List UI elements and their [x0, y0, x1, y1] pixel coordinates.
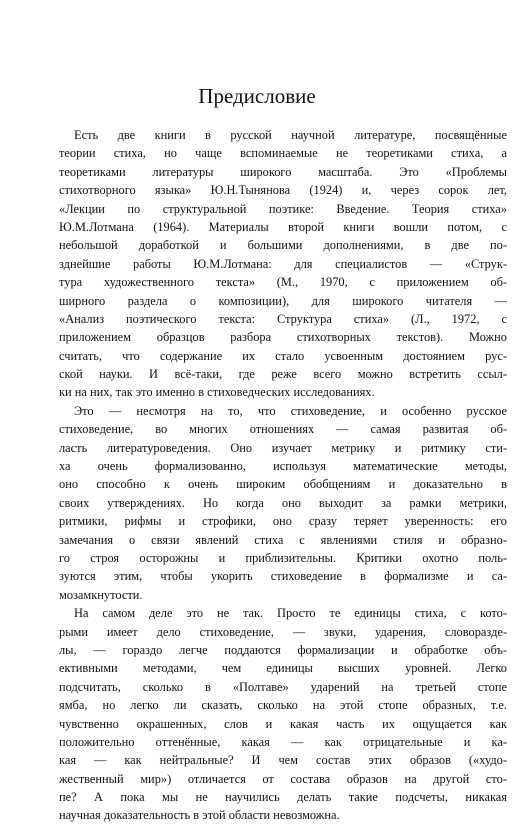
text-line: теоретиками литературы широкого масштаба. Это «Проблемы — [59, 164, 507, 179]
text-line: «Лекции по структуральной поэтике: Введение. Теория стиха» — [59, 201, 507, 216]
text-line: научная доказательность в этой области невозможна. — [59, 808, 340, 823]
text-line: ритмики, рифмы и строфики, оно сразу теряет уверенность: его — [59, 514, 507, 529]
text-line: Ю.М.Лотмана (1964). Материалы второй книги вошли потом, с — [59, 219, 507, 234]
text-line: зуются этим, чтобы укорить стиховедение в формализме и са- — [59, 569, 507, 584]
text-line: ширного раздела о композиции), для широкого читателя — — [59, 293, 507, 308]
text-line: ской науки. И всё-таки, где реже всего можно встретить ссыл- — [59, 367, 507, 382]
text-line: подсчитать, сколько в «Полтаве» ударений на третьей стопе — [59, 679, 507, 694]
text-line: стиховедение, во многих отношениях — самая развитая об- — [59, 422, 507, 437]
text-line: чувственно окрашенных, слов и какая часть их ощущается как — [59, 716, 507, 731]
text-line: жественный мир») отличается от состава образов на другой сто- — [59, 771, 507, 786]
text-line: ямба, но легко ли сказать, сколько на этой стопе образных, т.е. — [59, 698, 507, 713]
text-line: ха очень формализованно, используя математические методы, — [59, 459, 507, 474]
paragraph-1 — [59, 126, 507, 402]
text-line: тура художественного текста» (М., 1970, с приложением об- — [59, 275, 507, 290]
text-line: го строя осторожны и приблизительны. Критики охотно поль- — [59, 550, 507, 565]
paragraph-2 — [59, 402, 507, 604]
text-line: «Анализ поэтического текста: Структура стиха» (Л., 1972, с — [59, 311, 507, 326]
text-line: своих утверждениях. Но когда оно выходит за рамки метрики, — [59, 495, 507, 510]
text-line: лы, — гораздо легче поддаются формализации и обработке объ- — [59, 642, 507, 657]
text-line: рыми имеет дело стиховедение, — звуки, ударения, словоразде- — [59, 624, 507, 639]
text-line: кая — как нейтральные? И чем состав этих образов («худо- — [59, 753, 507, 768]
text-line: теории стиха, но чаще вспоминаемые не теоретиками стиха, а — [59, 146, 507, 161]
page-title: Предисловие — [198, 84, 316, 108]
text-line: положительно оттенённые, какая — как отрицательные и ка- — [59, 734, 507, 749]
text-line: приложением образцов разбора стихотворных текстов). Можно — [59, 330, 507, 345]
text-line: ективными методами, чем единицы высших уровней. Легко — [59, 661, 507, 676]
paragraph-3 — [59, 604, 507, 825]
body-text — [59, 126, 507, 825]
text-line: замечания о связи явлений стиха с явлениями стиля и образно- — [59, 532, 507, 547]
text-line: пе? А пока мы не научились делать такие подсчеты, никакая — [59, 790, 507, 805]
text-line: На самом деле это не так. Просто те единицы стиха, с кото- — [74, 606, 507, 621]
text-line: мозамкнутости. — [59, 587, 143, 602]
text-line: зднейшие работы Ю.М.Лотмана: для специалистов — «Струк- — [59, 256, 507, 271]
text-line: ласть литературоведения. Оно изучает метрику и ритмику сти- — [59, 440, 507, 455]
text-line: считать, что содержание их стало усвоенным достоянием рус- — [59, 348, 507, 363]
text-line: Это — несмотря на то, что стиховедение, и особенно русское — [74, 403, 507, 418]
text-line: стихотворного языка» Ю.Н.Тынянова (1924) и, через сорок лет, — [59, 183, 507, 198]
text-line: оно способно к очень широким обобщениям и доказательно в — [59, 477, 507, 492]
text-line: ки на них, так это именно в стиховедческих исследованиях. — [59, 385, 375, 400]
text-line: Есть две книги в русской научной литературе, посвящённые — [74, 128, 507, 142]
text-line: небольшой доработкой и большими дополнениями, в две по- — [59, 238, 507, 253]
